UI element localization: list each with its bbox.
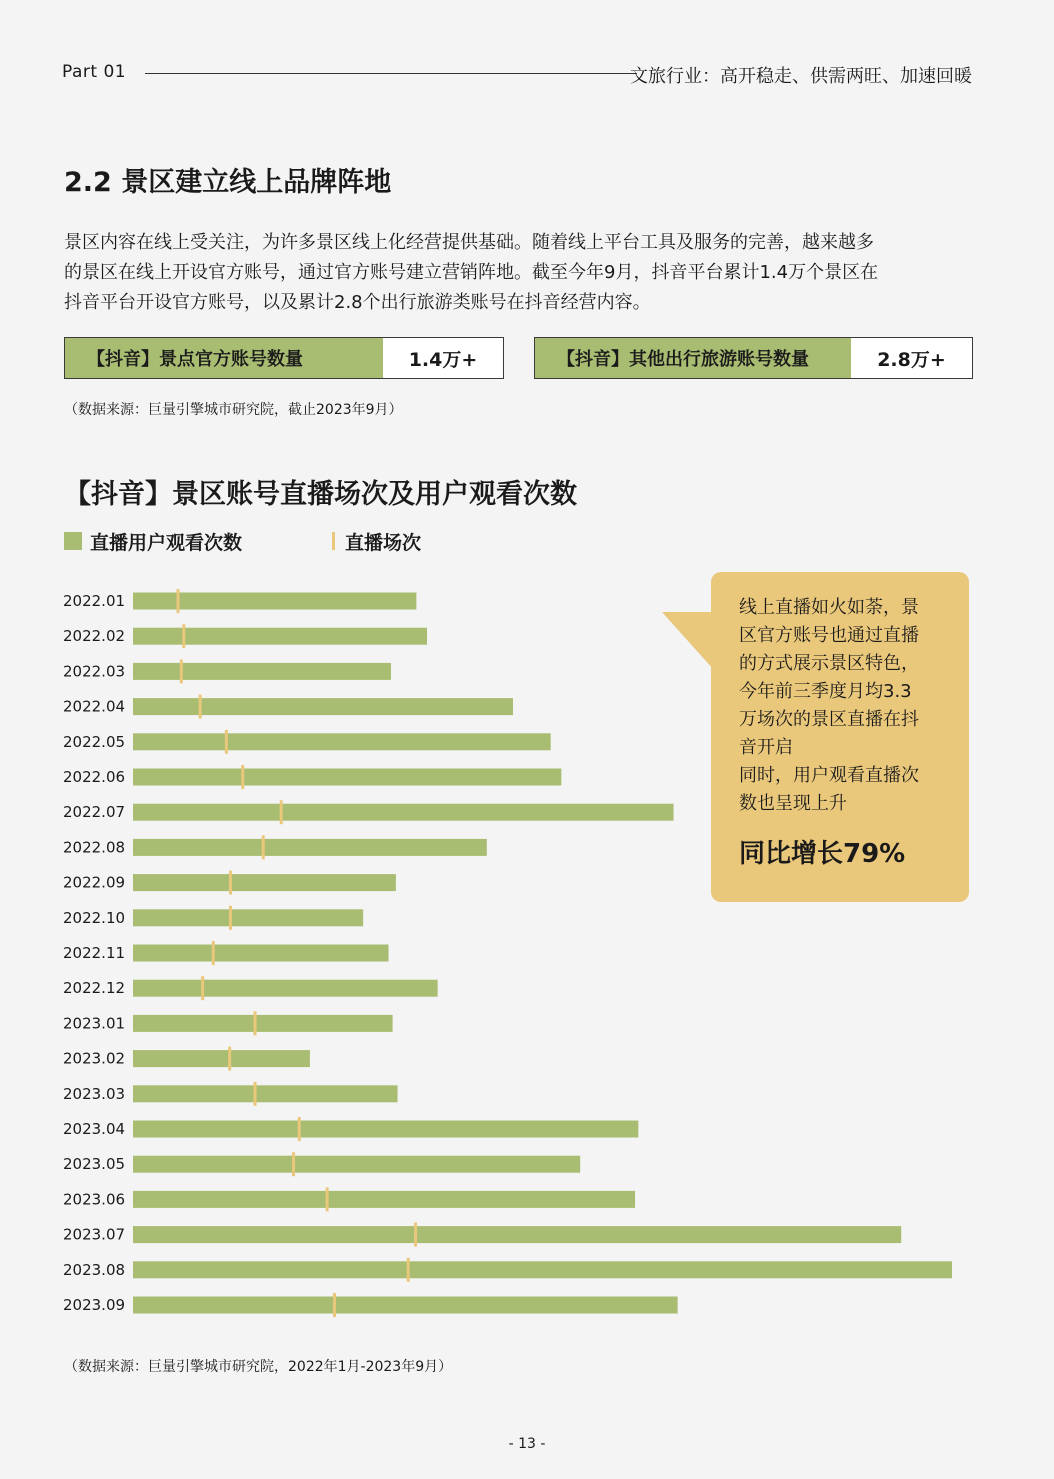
legend-swatch-tick bbox=[332, 532, 335, 550]
tick-sessions bbox=[326, 1187, 329, 1211]
callout-pointer bbox=[662, 612, 714, 670]
tick-sessions bbox=[254, 1011, 257, 1035]
category-label: 2022.10 bbox=[63, 908, 126, 927]
callout-box bbox=[711, 572, 969, 902]
category-label: 2023.06 bbox=[63, 1190, 126, 1209]
intro-line: 景区内容在线上受关注，为许多景区线上化经营提供基础。随着线上平台工具及服务的完善，越来越多 bbox=[64, 232, 874, 253]
stat-box-scenic-accounts bbox=[64, 337, 504, 379]
tick-sessions bbox=[225, 730, 228, 754]
category-label: 2022.12 bbox=[63, 979, 126, 998]
tick-sessions bbox=[228, 1047, 231, 1071]
tick-sessions bbox=[292, 1152, 295, 1176]
category-label: 2023.05 bbox=[63, 1155, 126, 1174]
callout-highlight: 同比增长79% bbox=[739, 839, 906, 869]
tick-sessions bbox=[201, 976, 204, 1000]
bar-views bbox=[133, 733, 551, 750]
stat-label: 【抖音】其他出行旅游账号数量 bbox=[535, 338, 851, 378]
legend-item-views bbox=[64, 529, 242, 553]
stat-value: 2.8万+ bbox=[877, 348, 946, 371]
header-rule bbox=[145, 73, 637, 74]
legend-swatch-bar bbox=[64, 532, 82, 550]
callout-line: 线上直播如火如荼，景 bbox=[739, 597, 919, 618]
category-label: 2022.03 bbox=[63, 662, 126, 681]
bar-views bbox=[133, 874, 396, 891]
bar-views bbox=[133, 698, 513, 715]
tick-sessions bbox=[262, 835, 265, 859]
tick-sessions bbox=[177, 589, 180, 613]
category-label: 2022.02 bbox=[63, 627, 126, 646]
tick-sessions bbox=[241, 765, 244, 789]
source-note-chart: （数据来源：巨量引擎城市研究院，2022年1月-2023年9月） bbox=[64, 1359, 453, 1375]
category-label: 2023.04 bbox=[63, 1120, 126, 1138]
bar-views bbox=[133, 1085, 398, 1102]
bar-views bbox=[133, 1121, 638, 1138]
tick-sessions bbox=[254, 1082, 257, 1106]
bar-views bbox=[133, 1015, 393, 1032]
bar-views bbox=[133, 1156, 580, 1173]
part-label: Part 01 bbox=[62, 62, 127, 82]
category-label: 2023.08 bbox=[63, 1260, 126, 1279]
chapter-title: 文旅行业：高开稳走、供需两旺、加速回暖 bbox=[630, 66, 972, 87]
intro-line: 的景区在线上开设官方账号，通过官方账号建立营销阵地。截至今年9月，抖音平台累计1.4万个景区在 bbox=[64, 262, 879, 283]
stat-label: 【抖音】景点官方账号数量 bbox=[65, 338, 383, 378]
bar-views bbox=[133, 593, 416, 610]
callout-line: 数也呈现上升 bbox=[739, 793, 847, 814]
legend-label: 直播场次 bbox=[345, 531, 422, 554]
bar-views bbox=[133, 909, 363, 926]
callout-line: 万场次的景区直播在抖 bbox=[739, 709, 919, 730]
tick-sessions bbox=[180, 659, 183, 683]
bar-views bbox=[133, 804, 674, 821]
bar-views bbox=[133, 769, 561, 786]
tick-sessions bbox=[407, 1258, 410, 1282]
intro-line: 抖音平台开设官方账号，以及累计2.8个出行旅游类账号在抖音经营内容。 bbox=[64, 292, 651, 313]
stat-box-travel-accounts bbox=[534, 337, 973, 379]
tick-sessions bbox=[298, 1117, 301, 1141]
category-label: 2022.09 bbox=[63, 873, 126, 892]
category-label: 2022.06 bbox=[63, 768, 126, 786]
bar-views bbox=[133, 1297, 678, 1314]
category-label: 2022.01 bbox=[63, 592, 126, 610]
category-label: 2022.07 bbox=[63, 803, 126, 822]
tick-sessions bbox=[333, 1293, 336, 1317]
bar-views bbox=[133, 1191, 635, 1208]
category-label: 2022.08 bbox=[63, 838, 126, 857]
section-title: 2.2 景区建立线上品牌阵地 bbox=[64, 167, 392, 198]
legend-item-sessions bbox=[332, 529, 421, 553]
bar-views bbox=[133, 1261, 952, 1278]
stat-value: 1.4万+ bbox=[408, 348, 478, 371]
callout-line: 音开启 bbox=[739, 737, 793, 758]
chart-title: 【抖音】景区账号直播场次及用户观看次数 bbox=[64, 479, 577, 510]
category-label: 2022.11 bbox=[63, 944, 126, 962]
bar-views bbox=[133, 1050, 310, 1067]
bar-views bbox=[133, 1226, 901, 1243]
legend-label: 直播用户观看次数 bbox=[90, 531, 243, 554]
bar-views bbox=[133, 628, 427, 645]
category-label: 2023.03 bbox=[63, 1084, 126, 1103]
tick-sessions bbox=[229, 906, 232, 930]
tick-sessions bbox=[199, 695, 202, 719]
bar-views bbox=[133, 980, 438, 997]
tick-sessions bbox=[280, 800, 283, 824]
category-label: 2022.05 bbox=[63, 732, 126, 751]
callout-line: 区官方账号也通过直播 bbox=[739, 625, 919, 646]
category-label: 2023.09 bbox=[63, 1296, 126, 1314]
tick-sessions bbox=[182, 624, 185, 648]
tick-sessions bbox=[212, 941, 215, 965]
tick-sessions bbox=[229, 871, 232, 895]
callout-line: 今年前三季度月均3.3 bbox=[739, 681, 912, 702]
category-label: 2023.02 bbox=[63, 1049, 126, 1068]
bar-views bbox=[133, 839, 487, 856]
page-header bbox=[62, 62, 972, 88]
category-label: 2022.04 bbox=[63, 697, 126, 716]
source-note: （数据来源：巨量引擎城市研究院，截止2023年9月） bbox=[64, 402, 403, 418]
category-label: 2023.07 bbox=[63, 1225, 126, 1244]
bar-views bbox=[133, 945, 389, 962]
category-label: 2023.01 bbox=[63, 1014, 126, 1033]
callout-line: 同时，用户观看直播次 bbox=[739, 765, 919, 786]
tick-sessions bbox=[414, 1223, 417, 1247]
page-number: - 13 - bbox=[508, 1436, 546, 1452]
bar-views bbox=[133, 663, 391, 680]
intro-paragraph bbox=[64, 228, 976, 318]
callout-line: 的方式展示景区特色， bbox=[739, 653, 919, 674]
